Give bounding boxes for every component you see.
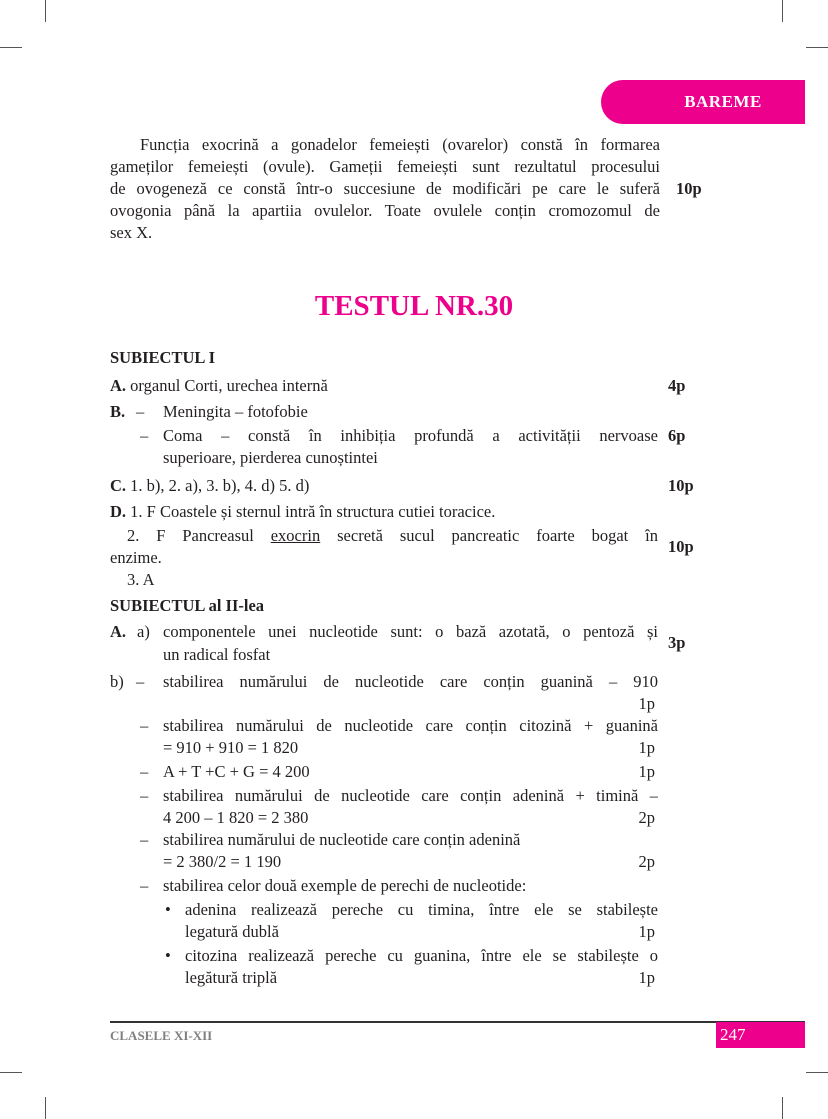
points: 1p [638, 738, 655, 757]
points: 1p [638, 922, 655, 941]
answer-text: A + T +C + G = 4 200 [163, 762, 310, 781]
paragraph-line: ovogonia până la apartiia ovulelor. Toate ovulele conțin cromozomul de [110, 201, 660, 220]
answer-text: superioare, pierderea cunoștintei [163, 448, 378, 467]
label: D. [110, 502, 127, 521]
dash: – [140, 716, 149, 735]
answer-c [110, 476, 309, 496]
crop-mark [45, 0, 46, 22]
underlined-term: exocrin [270, 526, 321, 545]
label: A. [110, 376, 127, 395]
points: 4p [668, 376, 686, 395]
answer-text: legătură triplă [185, 968, 278, 987]
bullet-icon: • [165, 900, 171, 919]
paragraph-line: gameților femeiești (ovule). Gameții femeiești sunt rezultatul procesului [110, 157, 660, 176]
page-number: 247 [716, 1022, 805, 1048]
points: 1p [638, 762, 655, 781]
crop-mark [45, 1097, 46, 1119]
footer-divider [110, 1021, 805, 1023]
points: 10p [668, 537, 694, 556]
test-title: TESTUL NR.30 [314, 290, 514, 322]
text: 2. F Pancreasul [127, 526, 254, 545]
crop-mark [806, 1072, 828, 1073]
dash: – [140, 786, 149, 805]
label: a) [137, 622, 150, 641]
label: b) [110, 672, 124, 691]
answer-d2 [127, 526, 658, 546]
answer-text: stabilirea celor două exemple de perechi de nucleotide: [163, 876, 527, 895]
dash: – [140, 830, 149, 849]
paragraph-line: de ovogeneză ce constă într-o succesiune de modificări pe care le suferă [110, 179, 660, 198]
crop-mark [0, 47, 22, 48]
section-heading: SUBIECTUL al II-lea [110, 596, 265, 615]
points: 10p [676, 179, 702, 198]
answer-text: stabilirea numărului de nucleotide care conțin adenină + timină – [163, 786, 658, 805]
answer-text: un radical fosfat [163, 645, 271, 664]
text: organul Corti, urechea internă [130, 376, 328, 395]
answer-d1 [110, 502, 495, 522]
answer-text: stabilirea numărului de nucleotide care conțin citozină + guanină [163, 716, 658, 735]
answer-text: = 2 380/2 = 1 190 [163, 852, 282, 871]
points: 10p [668, 476, 694, 495]
points: 1p [638, 968, 655, 987]
dash: – [140, 876, 149, 895]
label: B. [110, 402, 126, 421]
dash: – [140, 426, 149, 445]
dash: – [136, 402, 145, 421]
crop-mark [782, 1097, 783, 1119]
answer-text: 4 200 – 1 820 = 2 380 [163, 808, 309, 827]
answer-text: enzime. [110, 548, 162, 567]
points: 3p [668, 633, 686, 652]
answer-text: adenina realizează pereche cu timina, între ele se stabilește [185, 900, 658, 919]
text: 1. F Coastele și sternul intră în structura cutiei toracice. [130, 502, 496, 521]
footer-label: CLASELE XI-XII [110, 1028, 213, 1043]
section-tab: BAREME [601, 80, 805, 124]
answer-a [110, 376, 328, 396]
bullet-icon: • [165, 946, 171, 965]
crop-mark [806, 47, 828, 48]
dash: – [140, 762, 149, 781]
text: 1. b), 2. a), 3. b), 4. d) 5. d) [130, 476, 310, 495]
paragraph-line: sex X. [110, 223, 153, 242]
points: 2p [638, 808, 655, 827]
label: C. [110, 476, 127, 495]
label: A. [110, 622, 127, 641]
crop-mark [782, 0, 783, 22]
crop-mark [0, 1072, 22, 1073]
answer-text: Meningita – fotofobie [163, 402, 308, 421]
answer-text: 3. A [127, 570, 155, 589]
answer-text: stabilirea numărului de nucleotide care conțin adenină [163, 830, 521, 849]
answer-text: = 910 + 910 = 1 820 [163, 738, 299, 757]
points: 2p [638, 852, 655, 871]
points: 1p [638, 694, 655, 713]
text: secretă sucul pancreatic foarte bogat în [337, 526, 658, 545]
answer-text: Coma – constă în inhibiția profundă a activității nervoase [163, 426, 658, 445]
answer-text: citozina realizează pereche cu guanina, între ele se stabilește o [185, 946, 658, 965]
answer-text: componentele unei nucleotide sunt: o bază azotată, o pentoză și [163, 622, 658, 641]
paragraph-line: Funcția exocrină a gonadelor femeiești (ovarelor) constă în formarea [140, 135, 660, 154]
section-heading: SUBIECTUL I [110, 348, 216, 367]
answer-text: stabilirea numărului de nucleotide care conțin guanină – 910 [163, 672, 658, 691]
answer-text: legatură dublă [185, 922, 279, 941]
dash: – [136, 672, 145, 691]
points: 6p [668, 426, 686, 445]
